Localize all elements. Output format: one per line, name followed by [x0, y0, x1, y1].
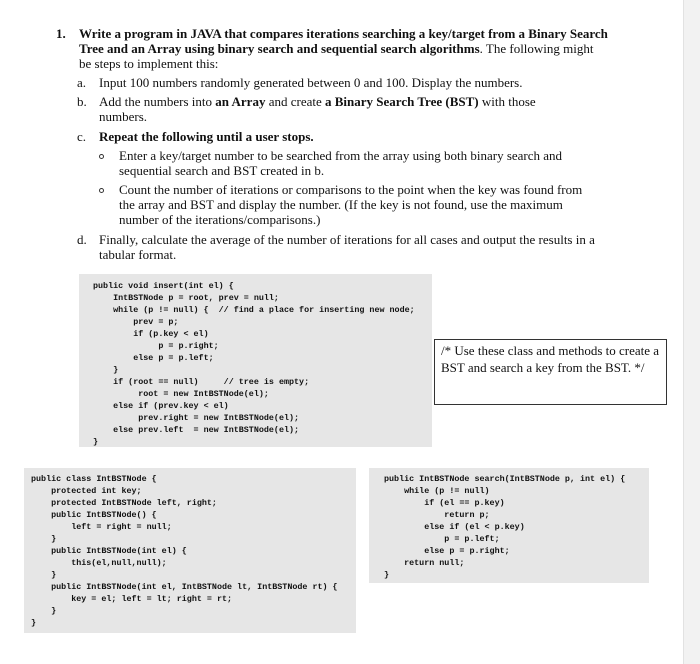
code-line: protected int key;: [31, 486, 142, 496]
step-b-part2: and create: [265, 94, 326, 109]
code-line: protected IntBSTNode left, right;: [31, 498, 217, 508]
step-a-label: a.: [77, 75, 87, 90]
code-line: public IntBSTNode search(IntBSTNode p, int el) {: [384, 474, 626, 484]
step-c-bullet-text: Enter a key/target number to be searched from the array using both binary search and sequential search and BST created in b.: [119, 148, 563, 178]
code-line: public class IntBSTNode {: [31, 474, 157, 484]
code-line: while (p != null) { // find a place for inserting new node;: [93, 305, 415, 315]
step-d-text: Finally, calculate the average of the number of iterations for all cases and output the results in a tabular format.: [99, 232, 595, 262]
question-intro: [79, 26, 609, 71]
question-intro-bold: Write a program in JAVA that compares iterations searching a key/target from a Binary Search Tree and an Array using binary search and sequential search algorithms: [79, 26, 608, 56]
step-b-label: b.: [77, 94, 87, 109]
code-line: else if (prev.key < el): [93, 401, 229, 411]
question-number: 1.: [56, 26, 66, 41]
code-line: p = p.left;: [384, 534, 500, 544]
code-line: else prev.left = new IntBSTNode(el);: [93, 425, 300, 435]
code-line: }: [93, 437, 99, 447]
code-line: while (p != null): [384, 486, 490, 496]
step-a-text: Input 100 numbers randomly generated between 0 and 100. Display the numbers.: [99, 75, 523, 90]
code-line: IntBSTNode p = root, prev = null;: [93, 293, 279, 303]
code-line: else if (el < p.key): [384, 522, 525, 532]
code-line: }: [31, 606, 57, 616]
code-line: prev = p;: [93, 317, 179, 327]
code-line: if (el == p.key): [384, 498, 505, 508]
code-line: }: [384, 570, 390, 580]
step-c-label: c.: [77, 129, 87, 144]
cropped-heading: [0, 0, 700, 8]
bullet-circle-icon: [99, 188, 104, 193]
step-d-label: d.: [77, 232, 87, 247]
code-line: }: [31, 618, 37, 628]
code-line: p = p.right;: [93, 341, 219, 351]
insert-method-code: [79, 274, 432, 447]
step-b-bold2: a Binary Search Tree (BST): [325, 94, 479, 109]
code-line: this(el,null,null);: [31, 558, 167, 568]
bullet-circle-icon: [99, 154, 104, 159]
step-b-part1: Add the numbers into: [99, 94, 216, 109]
code-line: public IntBSTNode(int el, IntBSTNode lt, IntBSTNode rt) {: [31, 582, 338, 592]
step-b-text: [99, 94, 569, 124]
code-line: else p = p.right;: [384, 546, 510, 556]
code-line: if (root == null) // tree is empty;: [93, 377, 310, 387]
code-line: left = right = null;: [31, 522, 172, 532]
code-line: if (p.key < el): [93, 329, 209, 339]
step-c-text: Repeat the following until a user stops.: [99, 129, 314, 144]
code-line: return null;: [384, 558, 465, 568]
step-b-bold1: an Array: [215, 94, 266, 109]
code-line: return p;: [384, 510, 490, 520]
step-c-bullet-text: Count the number of iterations or comparisons to the point when the key was found from the array and BST and display the number. (If the key is not found, use the maximum number of the iterations/comparisons.): [119, 182, 583, 227]
code-line: }: [31, 570, 57, 580]
question-intro-rest: . The following might be steps to implement this:: [79, 41, 594, 71]
code-line: }: [93, 365, 119, 375]
search-method-code: [369, 468, 649, 583]
code-line: prev.right = new IntBSTNode(el);: [93, 413, 300, 423]
page-edge: [683, 0, 700, 664]
code-line: public void insert(int el) {: [93, 281, 234, 291]
code-line: root = new IntBSTNode(el);: [93, 389, 269, 399]
intbstnode-class-code: [24, 468, 356, 633]
code-line: key = el; left = lt; right = rt;: [31, 594, 233, 604]
code-line: else p = p.left;: [93, 353, 214, 363]
instruction-note: /* Use these class and methods to create a BST and search a key from the BST. */: [434, 339, 667, 405]
code-line: public IntBSTNode() {: [31, 510, 157, 520]
step-b-part3: with those numbers.: [99, 94, 536, 124]
code-line: }: [31, 534, 57, 544]
code-line: public IntBSTNode(int el) {: [31, 546, 187, 556]
